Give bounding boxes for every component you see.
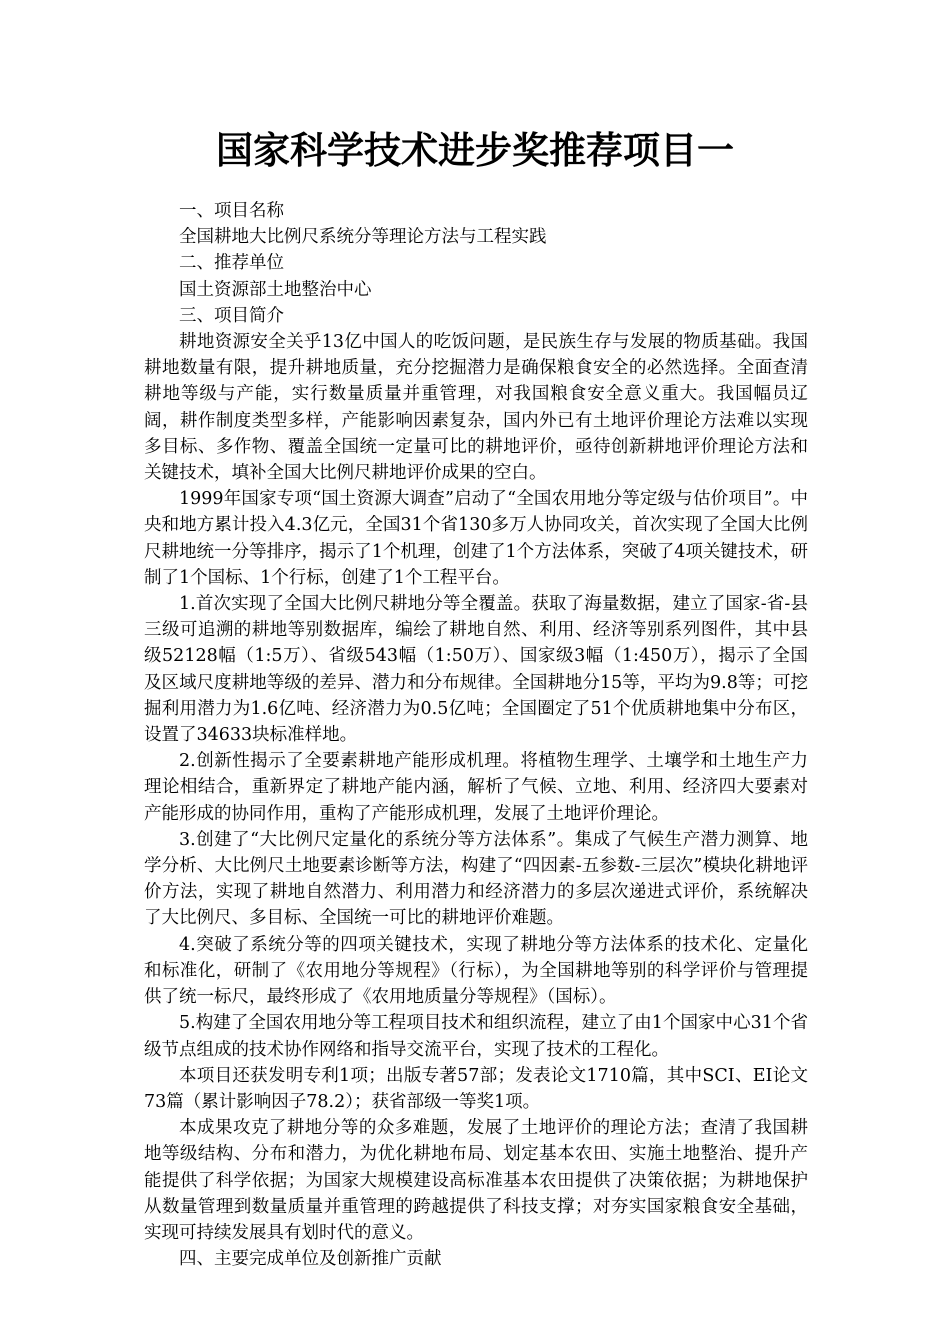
project-name-text: 全国耕地大比例尺系统分等理论方法与工程实践 [179, 227, 547, 248]
summary-paragraph: 1999年国家专项“国土资源大调查”启动了“全国农用地分等定级与估价项目”。中央和地方累计投入4.3亿元，全国31个省130多万人协同攻关，首次实现了全国大比例尺耕地统一分等排序，揭示了1个机理，创建了1个方法体系，突破了4项关键技术，研制了1个国标、1个行标，创建了1个工程平台。 [144, 489, 808, 588]
heading-project-summary: 三、项目简介 [179, 305, 284, 326]
heading-project-name: 一、项目名称 [179, 201, 284, 221]
summary-paragraph: 1.首次实现了全国大比例尺耕地分等全覆盖。获取了海量数据，建立了国家-省-县三级可追溯的耕地等别数据库，编绘了耕地自然、利用、经济等别系列图件，其中县级52128幅（1:5万）、省级543幅（1:50万）、国家级3幅（1:450万），揭示了全国及区域尺度耕地等级的差异、潜力和分布规律。全国耕地分15等，平均为9.8等；可挖掘利用潜力为1.6亿吨、经济潜力为0.5亿吨；全国圈定了51个优质耕地集中分布区，设置了34633块标准样地。 [144, 594, 808, 746]
summary-paragraph: 5.构建了全国农用地分等工程项目技术和组织流程，建立了由1个国家中心31个省级节点组成的技术协作网络和指导交流平台，实现了技术的工程化。 [144, 1013, 808, 1060]
summary-paragraph: 3.创建了“大比例尺定量化的系统分等方法体系”。集成了气候生产潜力测算、地学分析、大比例尺土地要素诊断等方法，构建了“四因素-五参数-三层次”模块化耕地评价方法，实现了耕地自然潜力、利用潜力和经济潜力的多层次递进式评价，系统解决了大比例尺、多目标、全国统一可比的耕地评价难题。 [144, 829, 808, 929]
recommending-unit-text: 国土资源部土地整治中心 [179, 279, 372, 300]
heading-main-units: 四、主要完成单位及创新推广贡献 [179, 1249, 442, 1270]
document-title: 国家科学技术进步奖推荐项目一 [216, 128, 734, 172]
heading-recommending-unit: 二、推荐单位 [179, 253, 284, 274]
summary-paragraph: 本成果攻克了耕地分等的众多难题，发展了土地评价的理论方法；查清了我国耕地等级结构、分布和潜力，为优化耕地布局、划定基本农田、实施土地整治、提升产能提供了科学依据；为国家大规模建设高标准基本农田提供了决策依据；为耕地保护从数量管理到数量质量并重管理的跨越提供了科技支撑；对夯实国家粮食安全基础，实现可持续发展具有划时代的意义。 [144, 1118, 808, 1243]
summary-paragraph: 本项目还获发明专利1项；出版专著57部；发表论文1710篇，其中SCI、EI论文73篇（累计影响因子78.2）；获省部级一等奖1项。 [144, 1065, 808, 1112]
summary-paragraph: 耕地资源安全关乎13亿中国人的吃饭问题，是民族生存与发展的物质基础。我国耕地数量有限，提升耕地质量，充分挖掘潜力是确保粮食安全的必然选择。全面查清耕地等级与产能，实行数量质量并重管理，对我国粮食安全意义重大。我国幅员辽阔，耕作制度类型多样，产能影响因素复杂，国内外已有土地评价理论方法难以实现多目标、多作物、覆盖全国统一定量可比的耕地评价，亟待创新耕地评价理论方法和关键技术，填补全国大比例尺耕地评价成果的空白。 [144, 332, 808, 484]
summary-paragraph: 4.突破了系统分等的四项关键技术，实现了耕地分等方法体系的技术化、定量化和标准化，研制了《农用地分等规程》（行标），为全国耕地等别的科学评价与管理提供了统一标尺，最终形成了《农用地质量分等规程》（国标）。 [144, 934, 808, 1008]
document-body [144, 198, 808, 1272]
summary-paragraph: 2.创新性揭示了全要素耕地产能形成机理。将植物生理学、土壤学和土地生产力理论相结合，重新界定了耕地产能内涵，解析了气候、立地、利用、经济四大要素对产能形成的协同作用，重构了产能形成机理，发展了土地评价理论。 [144, 751, 808, 824]
